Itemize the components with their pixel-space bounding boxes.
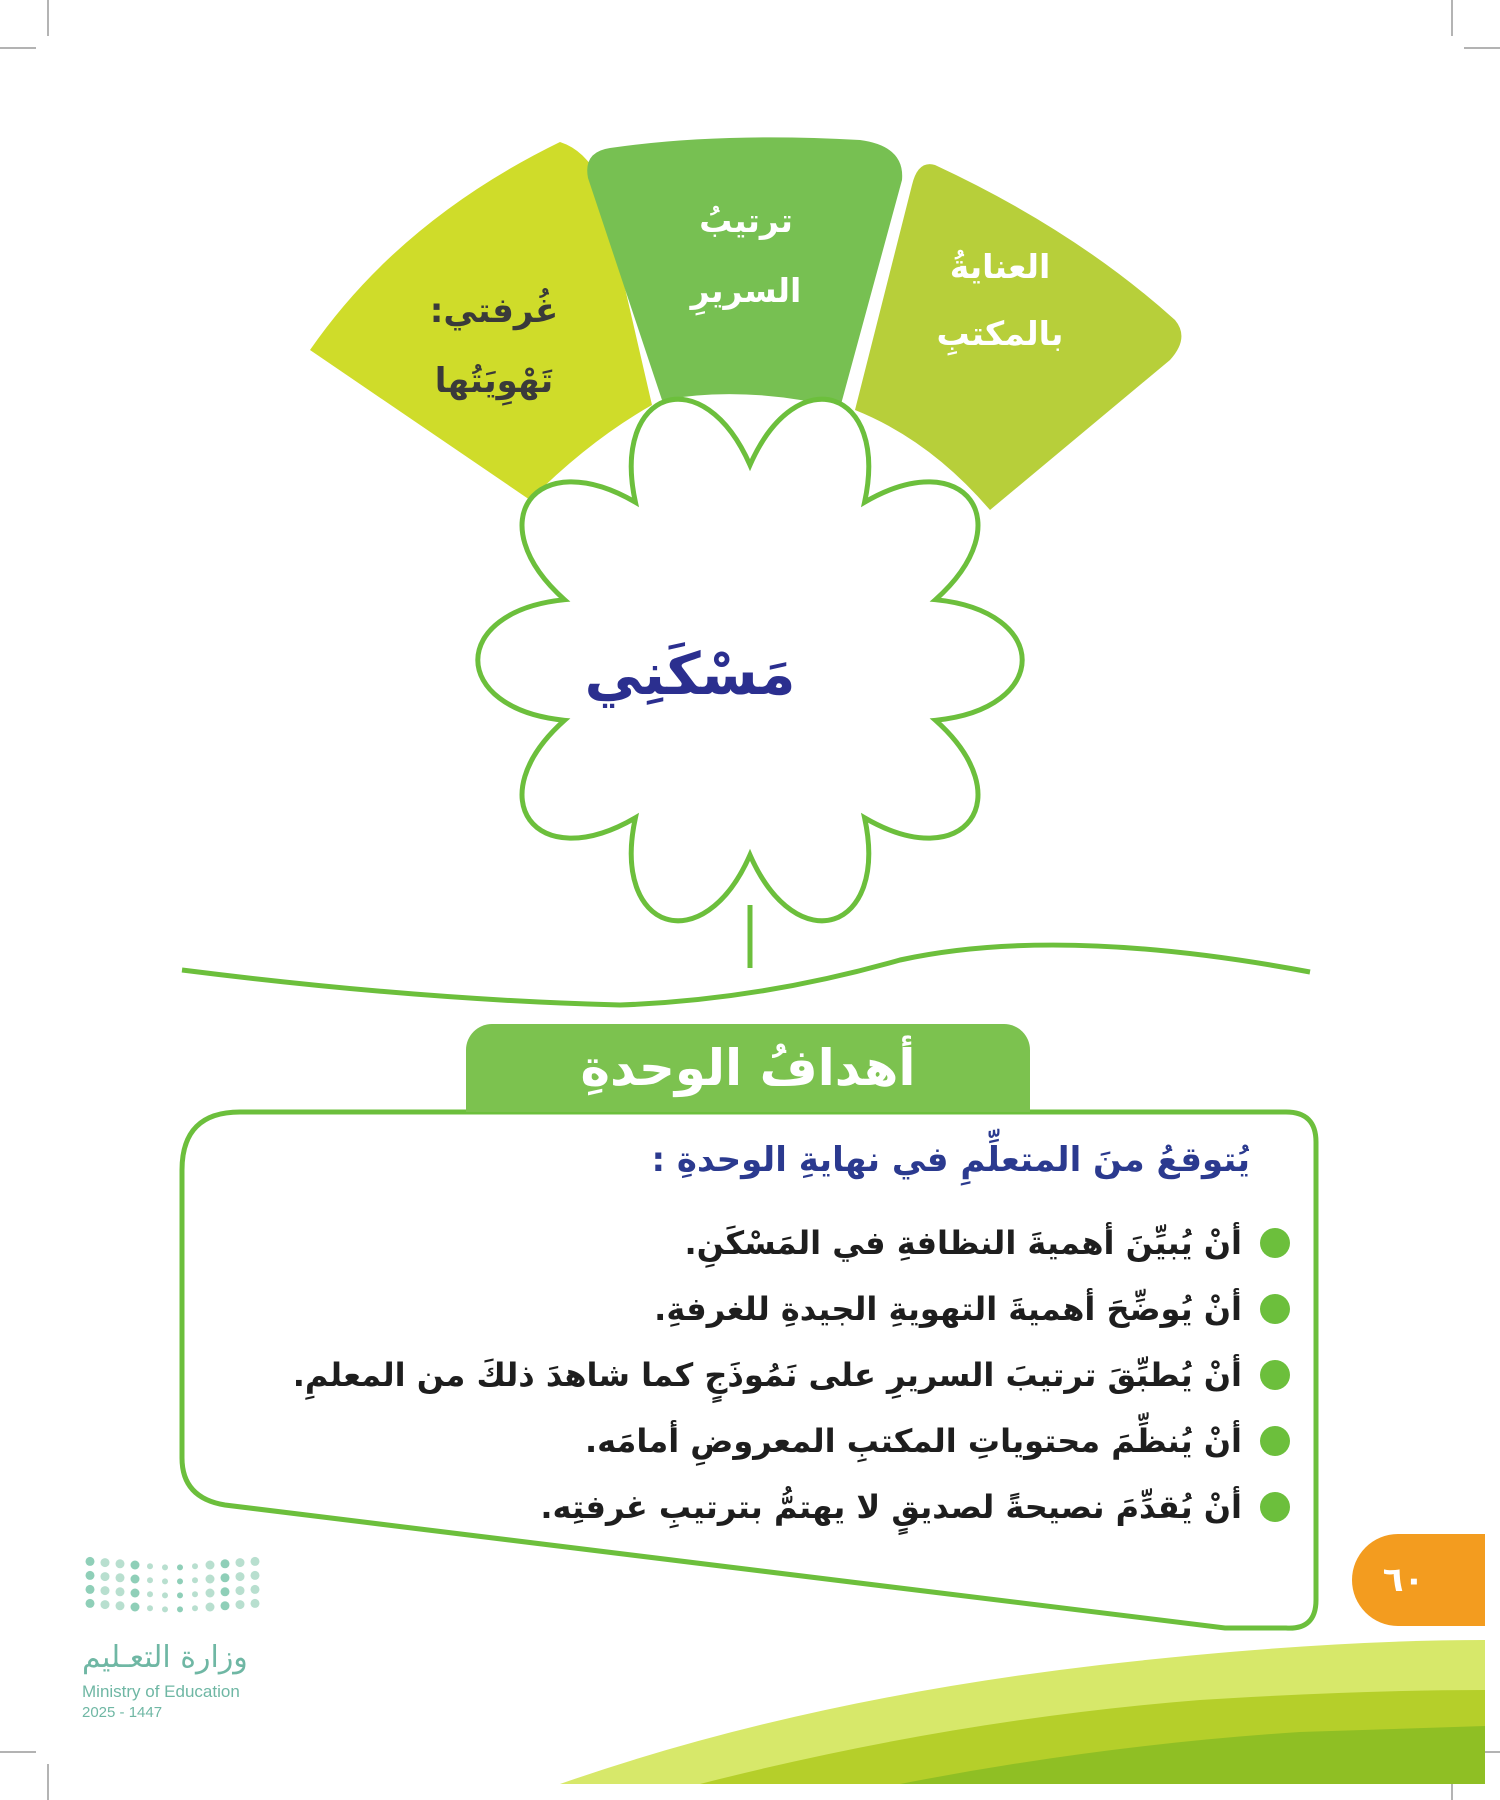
lesson-desk-line-2: تَهْوِيَتُها [434,361,554,401]
logo-dot [101,1558,110,1567]
logo-dot [251,1571,260,1580]
logo-dot [147,1563,153,1569]
logo-dot [116,1601,125,1610]
logo-dot [147,1577,153,1583]
goal-item [290,1210,1290,1276]
logo-dot [236,1572,245,1581]
goal-text: أنْ يُقدِّمَ نصيحةً لصديقٍ لا يهتمُّ بترتيبِ غرفتِه. [540,1488,1242,1526]
logo-dot [116,1573,125,1582]
bullet-icon [1260,1360,1290,1390]
bullet-icon [1260,1294,1290,1324]
logo-dot [236,1600,245,1609]
logo-dot [86,1599,95,1608]
goal-text: أنْ يُطبِّقَ ترتيبَ السريرِ على نَمُوذَجٍ كما شاهدَ ذلكَ من المعلمِ. [292,1356,1242,1394]
logo-dot [177,1564,183,1570]
logo-dot [221,1573,230,1582]
goals-header [466,1024,1030,1112]
bullet-icon [1260,1492,1290,1522]
logo-dot [251,1599,260,1608]
logo-dot [206,1575,215,1584]
logo-dot [147,1591,153,1597]
logo-dot [116,1559,125,1568]
logo-dot [177,1592,183,1598]
logo-dot [192,1563,198,1569]
ministry-year: 2025 - 1447 [82,1704,163,1721]
logo-dot [162,1564,168,1570]
lesson-bed-line-2: السريرِ [690,271,802,310]
lesson-room-line-2: بالمكتبِ [936,314,1064,353]
logo-dot [192,1577,198,1583]
logo-dot [131,1561,140,1570]
goal-text: أنْ يُبيِّنَ أهميةَ النظافةِ في المَسْكَنِ. [684,1224,1242,1262]
logo-dot [206,1603,215,1612]
logo-dot [192,1591,198,1597]
goal-text: أنْ يُوضِّحَ أهميةَ التهويةِ الجيدةِ للغرفةِ. [654,1290,1242,1328]
logo-dot [177,1578,183,1584]
logo-dot [221,1587,230,1596]
logo-dot [221,1559,230,1568]
goals-list [290,1210,1290,1540]
goal-item [290,1276,1290,1342]
page-number: ٦٠ [1382,1560,1425,1600]
logo-dot [192,1605,198,1611]
logo-dot [177,1606,183,1612]
logo-dot [162,1606,168,1612]
goal-text: أنْ يُنظِّمَ محتوياتِ المكتبِ المعروضِ أمامَه. [584,1422,1242,1460]
lesson-desk-line-1: غُرفتي: [429,291,559,331]
ministry-name-ar: وزارة التعـليم [82,1640,248,1675]
logo-dot [101,1600,110,1609]
logo-dot [131,1589,140,1598]
goals-header-text: أهدافُ الوحدةِ [580,1039,916,1097]
lesson-bed-line-1: ترتيبُ [699,201,793,240]
logo-dot [116,1587,125,1596]
logo-dot [251,1585,260,1594]
goal-item [290,1408,1290,1474]
goals-intro: يُتوقعُ منَ المتعلِّمِ في نهايةِ الوحدةِ : [651,1140,1250,1180]
unit-title: مَسْكَنِي [584,640,796,708]
ministry-logo [86,1557,260,1613]
logo-dot [162,1578,168,1584]
page-number-tab [1352,1534,1485,1626]
logo-dot [86,1585,95,1594]
logo-dot [162,1592,168,1598]
logo-dot [86,1571,95,1580]
goal-item [290,1474,1290,1540]
logo-dot [236,1586,245,1595]
logo-dot [101,1572,110,1581]
logo-dot [251,1557,260,1566]
logo-dot [206,1561,215,1570]
lesson-room-line-1: العنايةُ [949,247,1051,286]
bullet-icon [1260,1228,1290,1258]
logo-dot [131,1575,140,1584]
logo-dot [221,1601,230,1610]
logo-dot [131,1603,140,1612]
logo-dot [206,1589,215,1598]
ground-line [182,945,1310,1005]
ministry-name-en: Ministry of Education [82,1682,240,1701]
logo-dot [86,1557,95,1566]
goal-item [290,1342,1290,1408]
logo-dot [236,1558,245,1567]
logo-dot [147,1605,153,1611]
bullet-icon [1260,1426,1290,1456]
logo-dot [101,1586,110,1595]
